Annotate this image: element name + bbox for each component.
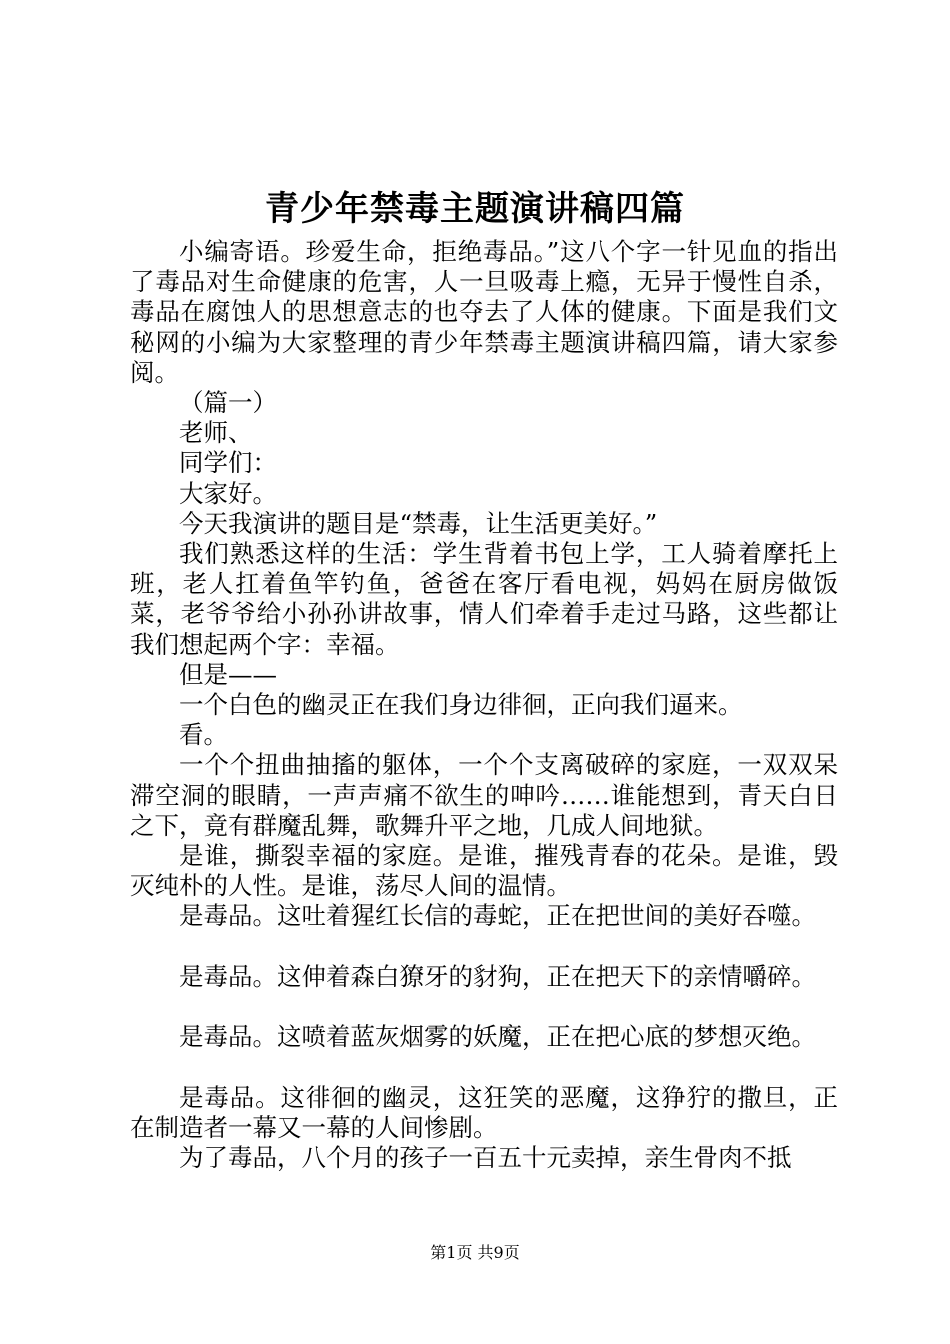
paragraph-drug-demon: 是毒品。这喷着蓝灰烟雾的妖魔，正在把心底的梦想灭绝。	[179, 1022, 816, 1052]
paragraph-hello: 大家好。	[179, 478, 277, 508]
paragraph-greeting-students: 同学们：	[179, 448, 277, 478]
paragraph-drug-jackal: 是毒品。这伸着森白獠牙的豺狗，正在把天下的亲情嚼碎。	[179, 961, 816, 991]
paragraph-broken-families: 一个个扭曲抽搐的躯体，一个个支离破碎的家庭，一双双呆滞空洞的眼睛，一声声痛不欲生的呻吟……谁能想到，青天白日之下，竟有群魔乱舞，歌舞升平之地，几成人间地狱。	[130, 750, 838, 840]
paragraph-white-ghost: 一个白色的幽灵正在我们身边徘徊，正向我们逼来。	[179, 690, 743, 720]
paragraph-section-heading: （篇一）	[179, 388, 277, 418]
paragraph-who: 是谁，撕裂幸福的家庭。是谁，摧残青春的花朵。是谁，毁灭纯朴的人性。是谁，荡尽人间的温情。	[130, 841, 838, 901]
page-title: 青少年禁毒主题演讲稿四篇	[265, 189, 685, 229]
document-body	[130, 237, 838, 1173]
paragraph-for-drugs: 为了毒品，八个月的孩子一百五十元卖掉，亲生骨肉不抵	[179, 1143, 792, 1173]
paragraph-look: 看。	[179, 720, 228, 750]
page-number-footer: 第1页 共9页	[430, 1243, 520, 1262]
paragraph-drug-satan: 是毒品。这徘徊的幽灵，这狂笑的恶魔，这狰狞的撒旦，正在制造者一幕又一幕的人间惨剧。	[130, 1082, 838, 1142]
paragraph-topic: 今天我演讲的题目是“禁毒，让生活更美好。”	[179, 508, 658, 538]
paragraph-intro: 小编寄语。珍爱生命，拒绝毒品。”这八个字一针见血的指出了毒品对生命健康的危害，人一旦吸毒上瘾，无异于慢性自杀，毒品在腐蚀人的思想意志的也夺去了人体的健康。下面是我们文秘网的小编为大家整理的青少年禁毒主题演讲稿四篇，请大家参阅。	[130, 237, 838, 387]
paragraph-greeting-teachers: 老师、	[179, 418, 253, 448]
paragraph-drug-snake: 是毒品。这吐着猩红长信的毒蛇，正在把世间的美好吞噬。	[179, 901, 816, 931]
paragraph-but: 但是——	[179, 659, 277, 689]
paragraph-happy-life: 我们熟悉这样的生活：学生背着书包上学，工人骑着摩托上班，老人扛着鱼竿钓鱼，爸爸在客厅看电视，妈妈在厨房做饭菜，老爷爷给小孙孙讲故事，情人们牵着手走过马路，这些都让我们想起两个字：幸福。	[130, 539, 838, 659]
